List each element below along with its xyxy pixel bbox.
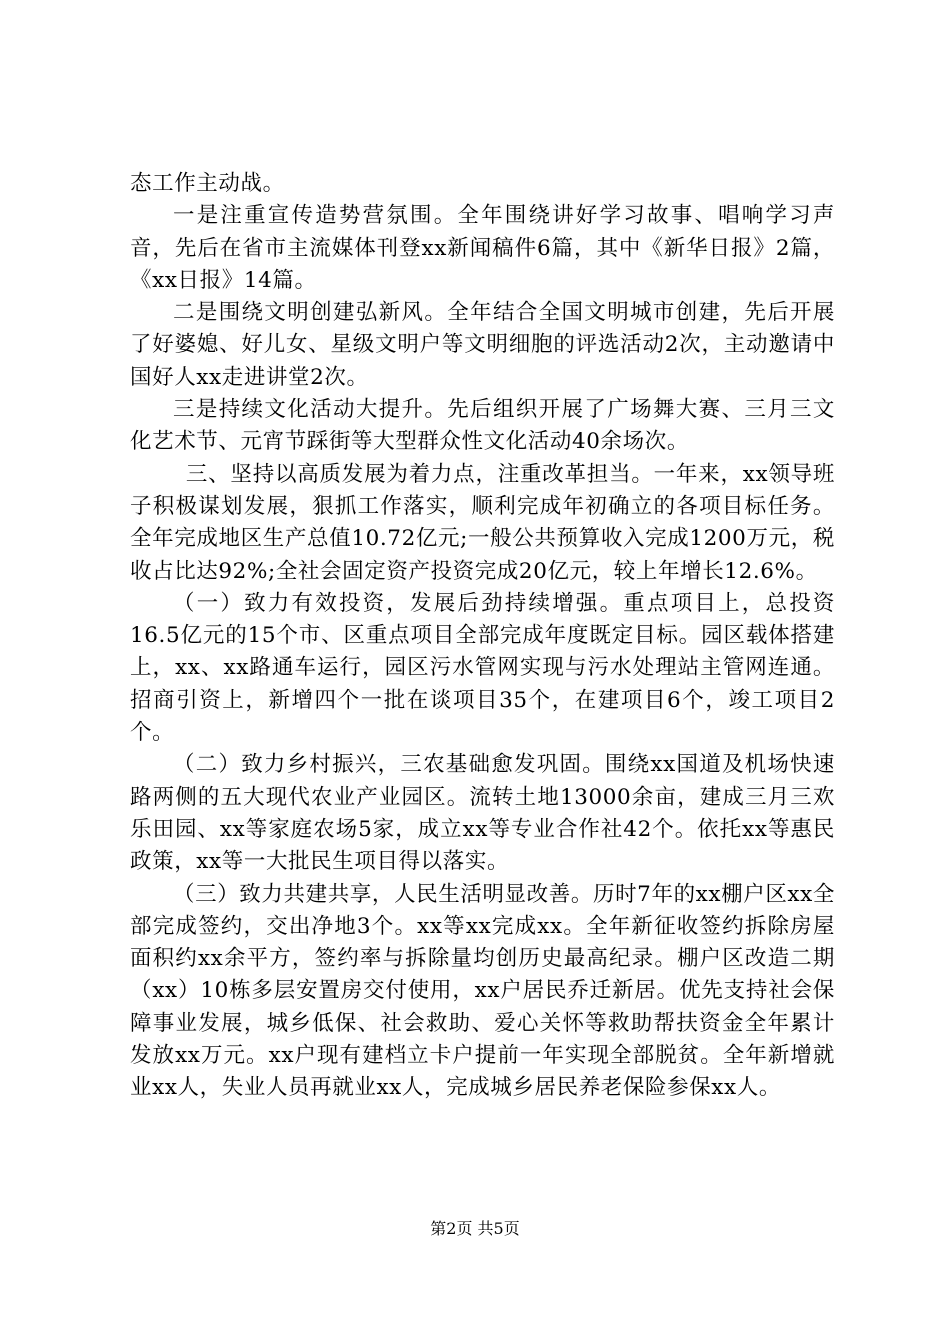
paragraph-continuation: 态工作主动战。: [130, 171, 285, 196]
paragraph-culture: 三是持续文化活动大提升。先后组织开展了广场舞大赛、三月三文化艺术节、元宵节踩街等大型群众性文化活动40余场次。: [130, 397, 835, 455]
paragraph-publicity: 一是注重宣传造势营氛围。全年围绕讲好学习故事、唱响学习声音，先后在省市主流媒体刊登xx新闻稿件6篇，其中《新华日报》2篇，《xx日报》14篇。: [130, 203, 835, 293]
paragraph-investment: （一）致力有效投资，发展后劲持续增强。重点项目上，总投资16.5亿元的15个市、区重点项目全部完成年度既定目标。园区载体搭建上，xx、xx路通车运行，园区污水管网实现与污水处理站主管网连通。招商引资上，新增四个一批在谈项目35个，在建项目6个，竣工项目2个。: [130, 590, 835, 746]
document-body: [130, 168, 835, 1105]
paragraph-section-three: 三、坚持以高质发展为着力点，注重改革担当。一年来，xx领导班子积极谋划发展，狠抓工作落实，顺利完成年初确立的各项目标任务。全年完成地区生产总值10.72亿元;一般公共预算收入完成1200万元，税收占比达92%;全社会固定资产投资完成20亿元，较上年增长12.6%。: [130, 461, 835, 584]
paragraph-livelihood: （三）致力共建共享，人民生活明显改善。历时7年的xx棚户区xx全部完成签约，交出净地3个。xx等xx完成xx。全年新征收签约拆除房屋面积约xx余平方，签约率与拆除量均创历史最高纪录。棚户区改造二期（xx）10栋多层安置房交付使用，xx户居民乔迁新居。优先支持社会保障事业发展，城乡低保、社会救助、爱心关怀等救助帮扶资金全年累计发放xx万元。xx户现有建档立卡户提前一年实现全部脱贫。全年新增就业xx人，失业人员再就业xx人，完成城乡居民养老保险参保xx人。: [130, 881, 835, 1101]
paragraph-rural: （二）致力乡村振兴，三农基础愈发巩固。围绕xx国道及机场快速路两侧的五大现代农业产业园区。流转土地13000余亩，建成三月三欢乐田园、xx等家庭农场5家，成立xx等专业合作社42个。依托xx等惠民政策，xx等一大批民生项目得以落实。: [130, 752, 835, 875]
page-footer: 第2页 共5页: [430, 1219, 520, 1238]
paragraph-civilization: 二是围绕文明创建弘新风。全年结合全国文明城市创建，先后开展了好婆媳、好儿女、星级文明户等文明细胞的评选活动2次，主动邀请中国好人xx走进讲堂2次。: [130, 300, 835, 390]
